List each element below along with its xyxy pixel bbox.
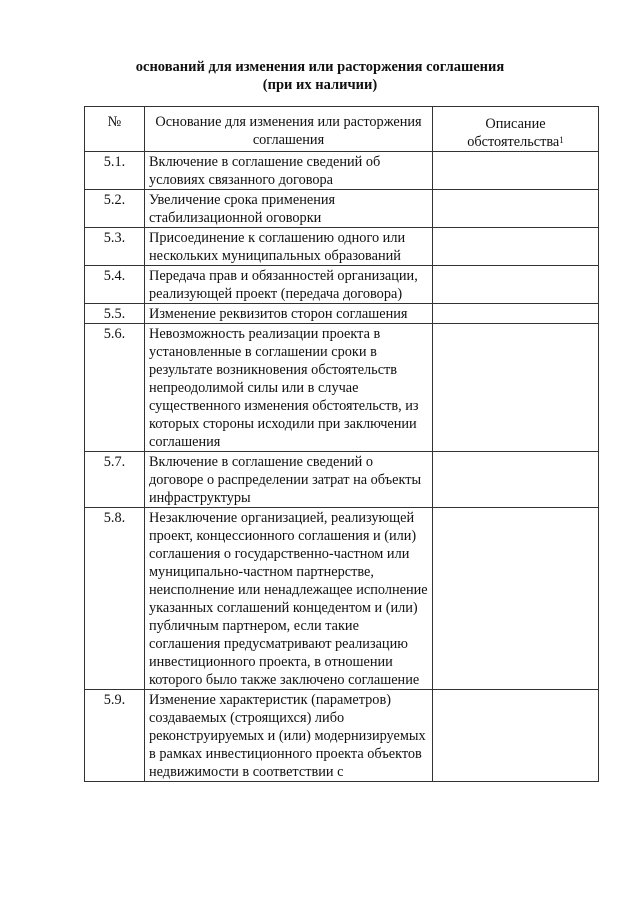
row-basis: Присоединение к соглашению одного или нескольких муниципальных образований	[145, 228, 433, 266]
row-number: 5.6.	[85, 324, 145, 452]
row-description	[433, 190, 599, 228]
row-description	[433, 266, 599, 304]
table-row	[85, 690, 599, 782]
table-row	[85, 228, 599, 266]
header-description	[433, 107, 599, 152]
row-number: 5.1.	[85, 152, 145, 190]
row-number: 5.5.	[85, 304, 145, 324]
row-number: 5.3.	[85, 228, 145, 266]
table-row	[85, 266, 599, 304]
header-description-text: Описание обстоятельства	[467, 116, 560, 150]
row-description	[433, 452, 599, 508]
row-basis: Изменение реквизитов сторон соглашения	[145, 304, 433, 324]
row-number: 5.2.	[85, 190, 145, 228]
row-description	[433, 152, 599, 190]
row-description	[433, 228, 599, 266]
table-row	[85, 304, 599, 324]
header-basis: Основание для изменения или расторжения соглашения	[145, 107, 433, 152]
row-description	[433, 324, 599, 452]
row-number: 5.4.	[85, 266, 145, 304]
row-description	[433, 508, 599, 690]
row-number: 5.9.	[85, 690, 145, 782]
row-basis: Невозможность реализации проекта в установленные в соглашении сроки в результате возникновения обстоятельств непреодолимой силы или в случае существенного изменения обстоятельств, из которых стороны исходили при заключении соглашения	[145, 324, 433, 452]
row-basis: Включение в соглашение сведений об условиях связанного договора	[145, 152, 433, 190]
row-basis: Изменение характеристик (параметров) создаваемых (строящихся) либо реконструируемых и (или) модернизируемых в рамках инвестиционного проекта объектов недвижимости в соответствии с	[145, 690, 433, 782]
row-number: 5.8.	[85, 508, 145, 690]
table-row	[85, 190, 599, 228]
title-line-1: оснований для изменения или расторжения соглашения	[135, 59, 505, 75]
table-header-row	[85, 107, 599, 152]
row-basis: Включение в соглашение сведений о договоре о распределении затрат на объекты инфраструктуры	[145, 452, 433, 508]
row-number: 5.7.	[85, 452, 145, 508]
table-row	[85, 452, 599, 508]
row-description	[433, 690, 599, 782]
grounds-table	[84, 106, 599, 782]
header-number: №	[85, 107, 145, 152]
row-description	[433, 304, 599, 324]
table-row	[85, 508, 599, 690]
row-basis: Увеличение срока применения стабилизационной оговорки	[145, 190, 433, 228]
row-basis: Передача прав и обязанностей организации, реализующей проект (передача договора)	[145, 266, 433, 304]
table-row	[85, 324, 599, 452]
row-basis: Незаключение организацией, реализующей проект, концессионного соглашения и (или) соглашения о государственно-частном или муниципально-частном партнерстве, неисполнение или ненадлежащее исполнение указанных соглашений концедентом и (или) публичным партнером, если такие соглашения предусматривают реализацию инвестиционного проекта, в отношении которого было также заключено соглашение	[145, 508, 433, 690]
footnote-marker: 1	[559, 135, 564, 145]
table-row	[85, 152, 599, 190]
title-line-2: (при их наличии)	[262, 77, 378, 93]
document-title	[0, 58, 640, 94]
